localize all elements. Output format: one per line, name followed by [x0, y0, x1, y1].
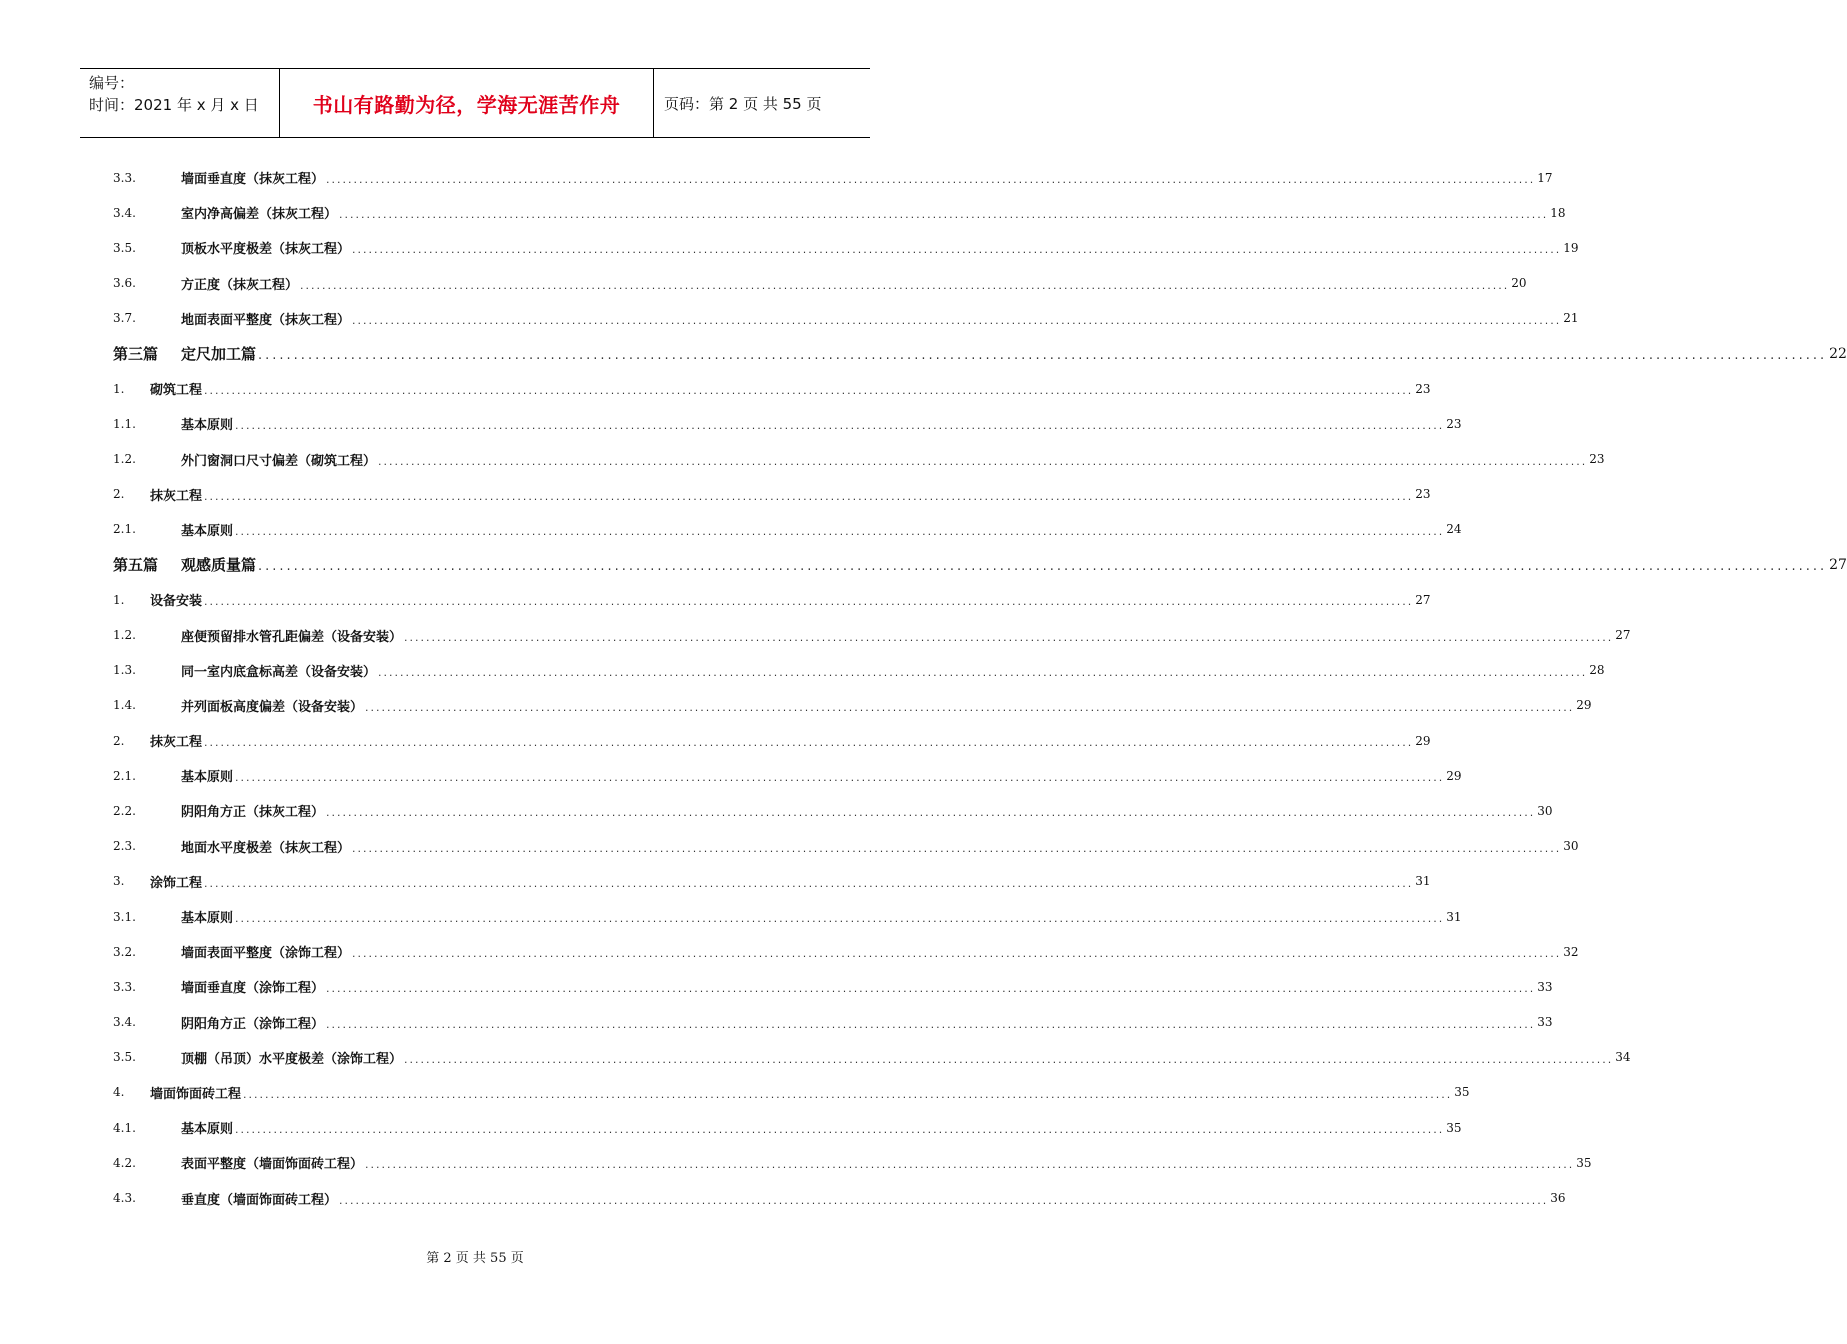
- toc-entry-page: 33: [1537, 979, 1553, 994]
- toc-entry-title: 座便预留排水管孔距偏差（设备安装）: [181, 629, 403, 645]
- toc-entry[interactable]: [113, 230, 1579, 265]
- toc-entry-number: 1.1.: [113, 416, 136, 431]
- toc-entry-page: 27: [1615, 628, 1631, 643]
- toc-leader-dots: ............................................................................................................................................................................................................................: [339, 208, 1549, 222]
- toc-entry-number: 4.: [113, 1085, 125, 1100]
- toc-leader-dots: ............................................................................................................................................................................................................................: [365, 700, 1575, 714]
- toc-entry-title: 观感质量篇: [181, 556, 257, 575]
- toc-entry-title: 阴阳角方正（抹灰工程）: [181, 805, 325, 821]
- toc-entry[interactable]: [113, 969, 1553, 1004]
- toc-entry-number: 2.: [113, 487, 125, 502]
- toc-leader-dots: ............................................................................................................................................................................................................................: [243, 1087, 1453, 1101]
- toc-entry[interactable]: [113, 547, 1847, 582]
- toc-leader-dots: ............................................................................................................................................................................................................................: [300, 278, 1510, 292]
- toc-entry-title: 涂饰工程: [150, 875, 203, 891]
- toc-entry[interactable]: [113, 723, 1431, 758]
- toc-entry-number: 1.3.: [113, 663, 136, 678]
- toc-entry[interactable]: [113, 1110, 1462, 1145]
- toc-entry-title: 基本原则: [181, 770, 234, 786]
- toc-entry-number: 2.3.: [113, 839, 136, 854]
- toc-leader-dots: ............................................................................................................................................................................................................................: [352, 947, 1562, 961]
- toc-entry-number: 3.: [113, 874, 125, 889]
- toc-leader-dots: ............................................................................................................................................................................................................................: [235, 524, 1445, 538]
- toc-leader-dots: ............................................................................................................................................................................................................................: [404, 630, 1614, 644]
- toc-entry-number: 3.3.: [113, 170, 136, 185]
- toc-leader-dots: ............................................................................................................................................................................................................................: [204, 736, 1414, 750]
- toc-entry-number: 1.2.: [113, 628, 136, 643]
- toc-leader-dots: ............................................................................................................................................................................................................................: [258, 559, 1828, 575]
- toc-entry-page: 23: [1589, 452, 1605, 467]
- toc-entry[interactable]: [113, 266, 1527, 301]
- toc-entry[interactable]: [113, 1145, 1592, 1180]
- toc-entry-page: 20: [1511, 276, 1527, 291]
- toc-leader-dots: ............................................................................................................................................................................................................................: [204, 489, 1414, 503]
- toc-leader-dots: ............................................................................................................................................................................................................................: [235, 419, 1445, 433]
- toc-entry[interactable]: [113, 582, 1431, 617]
- toc-entry-number: 1.: [113, 381, 125, 396]
- toc-leader-dots: ............................................................................................................................................................................................................................: [326, 173, 1536, 187]
- toc-entry-number: 4.2.: [113, 1155, 136, 1170]
- toc-entry-title: 基本原则: [181, 911, 234, 927]
- toc-entry-page: 35: [1576, 1155, 1592, 1170]
- toc-leader-dots: ............................................................................................................................................................................................................................: [235, 912, 1445, 926]
- toc-leader-dots: ............................................................................................................................................................................................................................: [404, 1052, 1614, 1066]
- toc-entry-title: 方正度（抹灰工程）: [181, 277, 299, 293]
- toc-entry-page: 28: [1589, 663, 1605, 678]
- toc-entry-number: 1.: [113, 592, 125, 607]
- toc-entry-number: 3.5.: [113, 240, 136, 255]
- toc-entry[interactable]: [113, 688, 1592, 723]
- toc-entry-page: 27: [1829, 556, 1847, 573]
- toc-entry-page: 27: [1415, 592, 1431, 607]
- toc-entry-page: 23: [1446, 416, 1462, 431]
- toc-entry-title: 室内净高偏差（抹灰工程）: [181, 207, 338, 223]
- toc-leader-dots: ............................................................................................................................................................................................................................: [352, 841, 1562, 855]
- toc-entry-number: 3.2.: [113, 944, 136, 959]
- toc-entry-number: 4.3.: [113, 1191, 136, 1206]
- toc-leader-dots: ............................................................................................................................................................................................................................: [326, 1017, 1536, 1031]
- toc-leader-dots: ............................................................................................................................................................................................................................: [326, 806, 1536, 820]
- toc-entry-page: 30: [1563, 839, 1579, 854]
- page-footer: 第 2 页 共 55 页: [426, 1251, 524, 1266]
- toc-entry-title: 设备安装: [150, 594, 203, 610]
- toc-entry-title: 同一室内底盒标高差（设备安装）: [181, 664, 377, 680]
- toc-entry-title: 垂直度（墙面饰面砖工程）: [181, 1192, 338, 1208]
- toc-entry-page: 31: [1446, 909, 1462, 924]
- toc-entry-page: 35: [1454, 1085, 1470, 1100]
- toc-entry[interactable]: [113, 653, 1605, 688]
- toc-entry-page: 34: [1615, 1050, 1631, 1065]
- toc-entry-page: 22: [1829, 345, 1847, 362]
- toc-entry-page: 35: [1446, 1120, 1462, 1135]
- toc-entry-number: 3.5.: [113, 1050, 136, 1065]
- toc-leader-dots: ............................................................................................................................................................................................................................: [378, 665, 1588, 679]
- time-label: 时间：2021 年 x 月 x 日: [89, 96, 259, 114]
- toc-entry[interactable]: [113, 829, 1579, 864]
- toc-entry-title: 墙面饰面砖工程: [150, 1086, 242, 1102]
- toc-entry-title: 墙面垂直度（抹灰工程）: [181, 172, 325, 188]
- toc-entry[interactable]: [113, 934, 1579, 969]
- toc-entry[interactable]: [113, 301, 1579, 336]
- toc-entry-number: 1.4.: [113, 698, 136, 713]
- page-header: [80, 68, 870, 138]
- toc-entry[interactable]: [113, 864, 1431, 899]
- toc-entry-title: 抹灰工程: [150, 735, 203, 751]
- toc-entry-title: 基本原则: [181, 1122, 234, 1138]
- toc-entry-title: 基本原则: [181, 418, 234, 434]
- toc-entry-title: 基本原则: [181, 523, 234, 539]
- toc-entry-number: 1.2.: [113, 452, 136, 467]
- toc-leader-dots: ............................................................................................................................................................................................................................: [235, 1123, 1445, 1137]
- toc-leader-dots: ............................................................................................................................................................................................................................: [365, 1158, 1575, 1172]
- toc-entry-page: 29: [1415, 733, 1431, 748]
- toc-leader-dots: ............................................................................................................................................................................................................................: [204, 595, 1414, 609]
- toc-entry-page: 19: [1563, 240, 1579, 255]
- toc-entry-title: 顶棚（吊顶）水平度极差（涂饰工程）: [181, 1051, 403, 1067]
- header-motto: 书山有路勤为径，学海无涯苦作舟: [280, 69, 654, 137]
- toc-leader-dots: ............................................................................................................................................................................................................................: [258, 348, 1828, 364]
- toc-entry-title: 地面表面平整度（抹灰工程）: [181, 312, 351, 328]
- toc-entry-number: 3.4.: [113, 205, 136, 220]
- toc-entry-page: 23: [1415, 487, 1431, 502]
- toc-entry-title: 阴阳角方正（涂饰工程）: [181, 1016, 325, 1032]
- toc-entry[interactable]: [113, 793, 1553, 828]
- toc-entry[interactable]: [113, 195, 1566, 230]
- toc-entry[interactable]: [113, 442, 1605, 477]
- table-of-contents: [113, 160, 1847, 1216]
- toc-entry-title: 地面水平度极差（抹灰工程）: [181, 840, 351, 856]
- toc-entry-page: 36: [1550, 1191, 1566, 1206]
- header-meta: [80, 69, 280, 137]
- toc-entry-number: 2.2.: [113, 803, 136, 818]
- toc-entry[interactable]: [113, 1040, 1631, 1075]
- toc-leader-dots: ............................................................................................................................................................................................................................: [352, 243, 1562, 257]
- toc-entry-page: 18: [1550, 205, 1566, 220]
- toc-entry-page: 29: [1576, 698, 1592, 713]
- toc-entry-title: 墙面垂直度（涂饰工程）: [181, 981, 325, 997]
- toc-leader-dots: ............................................................................................................................................................................................................................: [378, 454, 1588, 468]
- header-page-info: 页码：第 2 页 共 55 页: [664, 94, 822, 113]
- toc-entry-number: 2.: [113, 733, 125, 748]
- toc-entry-number: 3.3.: [113, 979, 136, 994]
- toc-entry-title: 表面平整度（墙面饰面砖工程）: [181, 1157, 364, 1173]
- toc-entry-title: 墙面表面平整度（涂饰工程）: [181, 946, 351, 962]
- toc-entry-page: 21: [1563, 311, 1579, 326]
- toc-entry-title: 定尺加工篇: [181, 345, 257, 364]
- toc-entry-page: 24: [1446, 522, 1462, 537]
- toc-entry-number: 3.6.: [113, 276, 136, 291]
- toc-entry[interactable]: [113, 899, 1462, 934]
- toc-leader-dots: ............................................................................................................................................................................................................................: [204, 876, 1414, 890]
- toc-entry-number: 3.4.: [113, 1015, 136, 1030]
- toc-entry-number: 第三篇: [113, 345, 159, 364]
- toc-entry-title: 并列面板高度偏差（设备安装）: [181, 699, 364, 715]
- toc-entry[interactable]: [113, 371, 1431, 406]
- toc-entry[interactable]: [113, 512, 1462, 547]
- toc-entry-page: 17: [1537, 170, 1553, 185]
- toc-entry-number: 3.1.: [113, 909, 136, 924]
- toc-entry-page: 31: [1415, 874, 1431, 889]
- toc-entry[interactable]: [113, 477, 1431, 512]
- toc-entry[interactable]: [113, 1180, 1566, 1215]
- toc-entry-title: 外门窗洞口尺寸偏差（砌筑工程）: [181, 453, 377, 469]
- toc-entry[interactable]: [113, 160, 1553, 195]
- toc-entry-title: 顶板水平度极差（抹灰工程）: [181, 242, 351, 258]
- toc-entry-number: 3.7.: [113, 311, 136, 326]
- toc-entry-number: 2.1.: [113, 768, 136, 783]
- toc-entry-number: 第五篇: [113, 556, 159, 575]
- toc-leader-dots: ............................................................................................................................................................................................................................: [326, 982, 1536, 996]
- toc-leader-dots: ............................................................................................................................................................................................................................: [352, 313, 1562, 327]
- toc-entry-page: 33: [1537, 1015, 1553, 1030]
- toc-entry[interactable]: [113, 758, 1462, 793]
- toc-entry-number: 2.1.: [113, 522, 136, 537]
- toc-entry[interactable]: [113, 1075, 1470, 1110]
- toc-leader-dots: ............................................................................................................................................................................................................................: [235, 771, 1445, 785]
- toc-entry-title: 砌筑工程: [150, 383, 203, 399]
- toc-entry[interactable]: [113, 1005, 1553, 1040]
- toc-leader-dots: ............................................................................................................................................................................................................................: [204, 384, 1414, 398]
- toc-entry-page: 23: [1415, 381, 1431, 396]
- toc-entry-page: 30: [1537, 803, 1553, 818]
- toc-entry[interactable]: [113, 406, 1462, 441]
- toc-entry-page: 29: [1446, 768, 1462, 783]
- serial-label: 编号：: [89, 74, 135, 92]
- toc-entry-title: 抹灰工程: [150, 488, 203, 504]
- toc-entry-page: 32: [1563, 944, 1579, 959]
- toc-entry[interactable]: [113, 617, 1631, 652]
- toc-leader-dots: ............................................................................................................................................................................................................................: [339, 1193, 1549, 1207]
- toc-entry-number: 4.1.: [113, 1120, 136, 1135]
- toc-entry[interactable]: [113, 336, 1847, 371]
